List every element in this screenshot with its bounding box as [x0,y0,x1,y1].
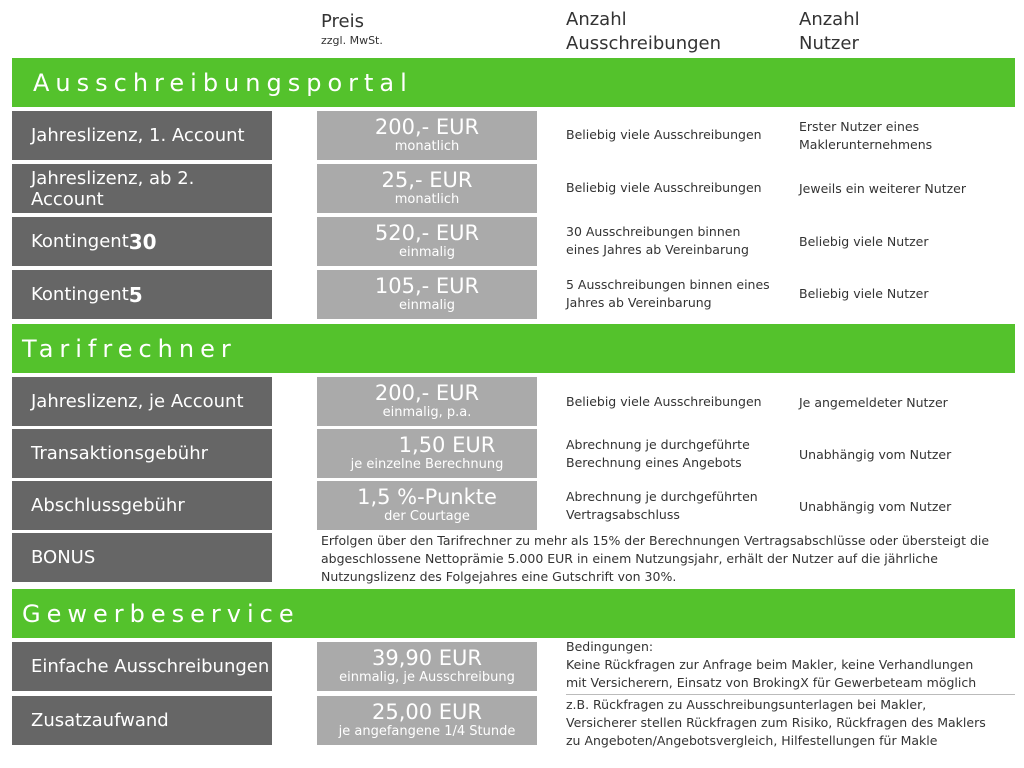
tenders-cell: Beliebig viele Ausschreibungen [566,180,762,195]
price-note: einmalig, p.a. [382,405,472,420]
price-column-header [321,10,383,48]
row-label: Transaktionsgebühr [12,429,272,478]
price-value: 1,50 EUR [398,433,496,457]
price-note: monatlich [394,139,460,154]
price-header-note: zzgl. MwSt. [321,34,383,47]
users-cell: Unabhängig vom Nutzer [799,447,952,462]
price-value: 25,00 EUR [371,700,483,724]
price-cell [317,481,537,530]
section-title: Gewerbeservice [22,599,300,628]
section-header-ausschreibungsportal [12,58,1015,107]
row-label: Kontingent 30 [12,217,272,266]
row-label: Kontingent 5 [12,270,272,319]
price-note: je angefangene 1/4 Stunde [338,724,516,739]
users-cell: Unabhängig vom Nutzer [799,499,952,514]
row-label: Abschlussgebühr [12,481,272,530]
tenders-column-header: Anzahl Ausschreibungen [566,9,722,54]
label-number: 30 [128,229,157,254]
section-header-gewerbeservice [12,589,1015,638]
row-label: Zusatzaufwand [12,696,272,745]
users-cell: Erster Nutzer eines Maklerunternehmens [799,119,933,152]
users-cell: Je angemeldeter Nutzer [799,395,948,410]
bonus-label: BONUS [12,533,272,582]
price-value: 1,5 %-Punkte [357,485,497,509]
price-note: der Courtage [384,509,470,524]
section-header-tarifrechner [12,324,1015,373]
bonus-description: Erfolgen über den Tarifrechner zu mehr als 15% der Berechnungen Vertragsabschlüsse oder übersteigt die abgeschlossene Nettoprämie 5.000 EUR in einem Nutzungsjahr, erhält der Nutzer auf die jährliche Nutzungslizenz des Folgejahres eine Gutschrift von 30%. [321,533,990,584]
price-note: einmalig [399,298,455,313]
users-cell: Jeweils ein weiterer Nutzer [799,181,966,196]
row-label: Einfache Ausschreibungen [12,642,272,691]
price-header-label: Preis [321,11,364,32]
label-number: 5 [128,282,143,307]
price-value: 25,- EUR [381,168,473,192]
tenders-cell: Abrechnung je durchgeführte Berechnung eines Angebots [566,437,750,470]
price-note: je einzelne Berechnung [350,457,504,472]
tenders-cell: 5 Ausschreibungen binnen eines Jahres ab Vereinbarung [566,277,770,310]
tenders-cell: Beliebig viele Ausschreibungen [566,394,762,409]
price-value: 200,- EUR [374,115,480,139]
row-label: Jahreslizenz, je Account [12,377,272,426]
section-title: Ausschreibungsportal [33,68,413,97]
extra-effort-note: z.B. Rückfragen zu Ausschreibungsunterlagen bei Makler, Versicherer stellen Rückfragen zum Risiko, Rückfragen des Maklers zu Angeboten/Angebotsvergleich, Hilfestellungen für Makle [566,697,986,748]
price-note: einmalig [399,245,455,260]
tenders-cell: Beliebig viele Ausschreibungen [566,127,762,142]
price-note: monatlich [394,192,460,207]
tenders-cell: Abrechnung je durchgeführten Vertragsabschluss [566,489,758,522]
tenders-cell: 30 Ausschreibungen binnen eines Jahres ab Vereinbarung [566,224,749,257]
conditions-note: Bedingungen: Keine Rückfragen zur Anfrage beim Makler, keine Verhandlungen mit Versicherern, Einsatz von BrokingX für Gewerbeteam möglich [566,639,977,690]
price-cell [317,429,537,478]
price-value: 39,90 EUR [371,646,483,670]
section-title: Tarifrechner [22,334,237,363]
divider [566,694,1015,695]
price-cell [317,696,537,745]
row-label: Jahreslizenz, ab 2. Account [12,164,272,213]
price-cell [317,377,537,426]
price-cell [317,217,537,266]
price-cell [317,642,537,691]
users-column-header: Anzahl Nutzer [799,9,860,54]
price-cell [317,111,537,160]
price-cell [317,164,537,213]
price-value: 520,- EUR [374,221,480,245]
row-label: Jahreslizenz, 1. Account [12,111,272,160]
users-cell: Beliebig viele Nutzer [799,234,929,249]
price-note: einmalig, je Ausschreibung [339,670,515,685]
price-value: 200,- EUR [374,381,480,405]
price-value: 105,- EUR [374,274,480,298]
users-cell: Beliebig viele Nutzer [799,286,929,301]
price-cell [317,270,537,319]
